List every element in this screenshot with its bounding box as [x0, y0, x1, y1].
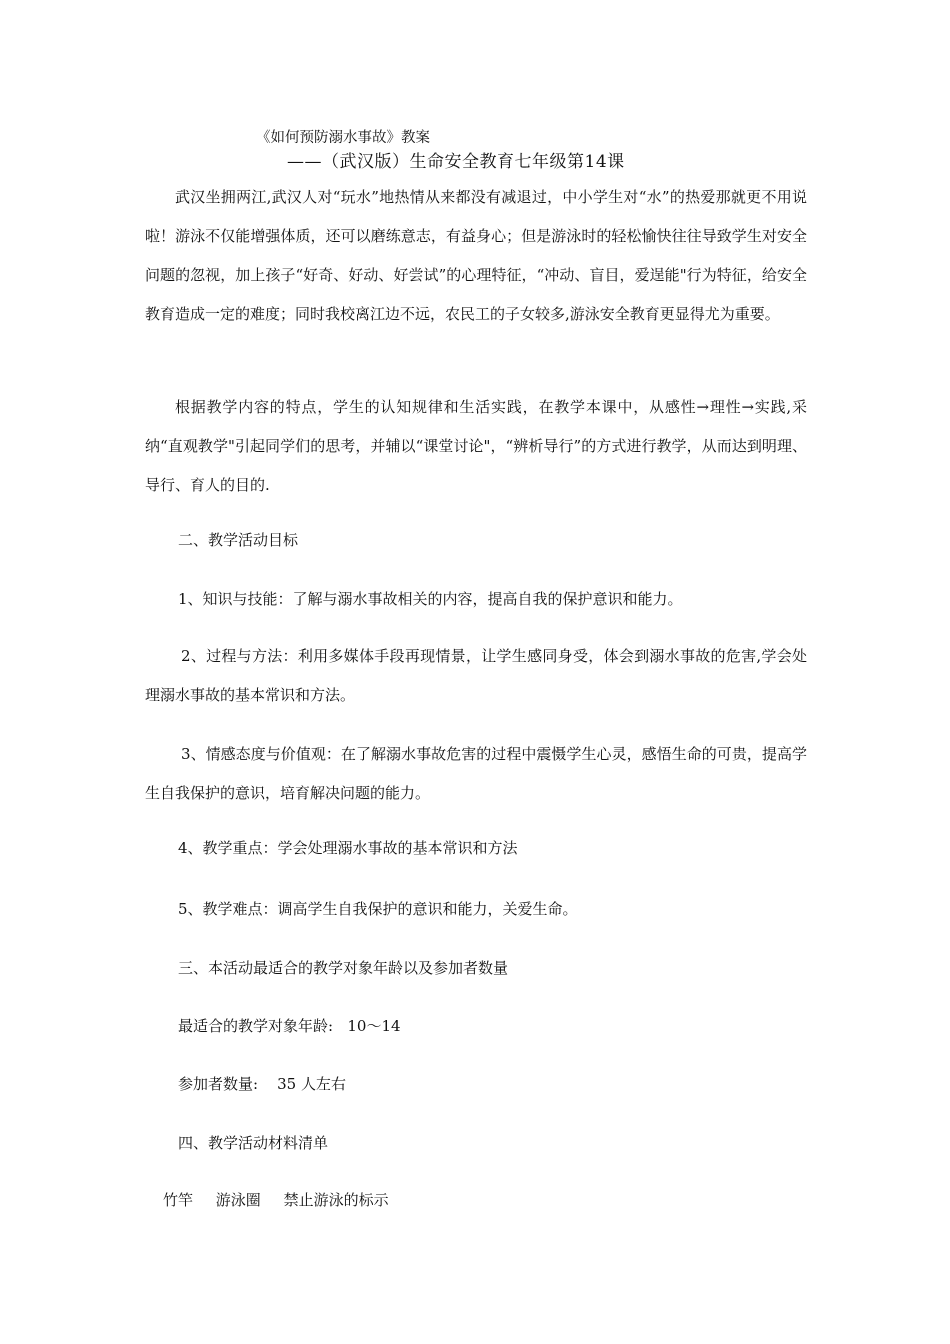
- materials-list: [163, 1190, 407, 1210]
- material-item: 游泳圈: [215, 1191, 261, 1209]
- section-heading-materials: 四、教学活动材料清单: [178, 1134, 329, 1152]
- document-subtitle: ——（武汉版）生命安全教育七年级第14课: [287, 152, 625, 172]
- section-heading-audience: 三、本活动最适合的教学对象年龄以及参加者数量: [178, 959, 509, 977]
- audience-age: 最适合的教学对象年龄: 10～14: [178, 1017, 401, 1035]
- goal-attitude: 3、情感态度与价值观：在了解溺水事故危害的过程中震慑学生心灵，感悟生命的可贵，提高学生自我保护的意识，培育解决问题的能力。: [145, 745, 807, 802]
- section-heading-goals: 二、教学活动目标: [178, 531, 299, 549]
- goal-process: 2、过程与方法：利用多媒体手段再现情景，让学生感同身受，体会到溺水事故的危害,学会处理溺水事故的基本常识和方法。: [145, 647, 807, 704]
- participant-count: 参加者数量: 35 人左右: [178, 1075, 346, 1093]
- material-item: 禁止游泳的标示: [283, 1191, 389, 1209]
- material-item: 竹竿: [163, 1191, 194, 1209]
- goal-difficulty: 5、教学难点：调高学生自我保护的意识和能力，关爱生命。: [178, 900, 578, 918]
- goal-key-point: 4、教学重点：学会处理溺水事故的基本常识和方法: [178, 839, 518, 857]
- intro-paragraph: 武汉坐拥两江,武汉人对“玩水”地热情从来都没有减退过，中小学生对“水”的热爱那就更不用说啦！游泳不仅能增强体质，还可以磨练意志，有益身心；但是游泳时的轻松愉快往往导致学生对安全问题的忽视，加上孩子“好奇、好动、好尝试”的心理特征，“冲动、盲目，爱逞能"行为特征，给安全教育造成一定的难度；同时我校离江边不远，农民工的子女较多,游泳安全教育更显得尤为重要。: [145, 188, 807, 323]
- document-title: 《如何预防溺水事故》教案: [256, 130, 430, 146]
- method-paragraph: 根据教学内容的特点，学生的认知规律和生活实践，在教学本课中，从感性→理性→实践,采纳“直观教学"引起同学们的思考，并辅以“课堂讨论"，“辨析导行”的方式进行教学，从而达到明理、导行、育人的目的.: [145, 398, 807, 494]
- goal-knowledge: 1、知识与技能：了解与溺水事故相关的内容，提高自我的保护意识和能力。: [178, 590, 683, 608]
